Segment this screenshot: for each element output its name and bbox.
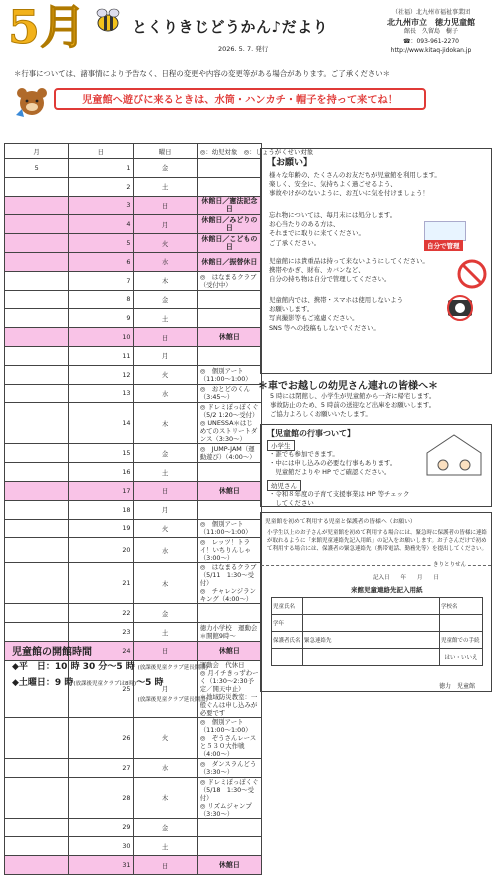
- calendar-month: [5, 538, 69, 563]
- calendar-day: 18: [69, 500, 133, 519]
- events-preschool-body: ・令和８年度の子育て支援事業は HP 等チェック してください: [269, 490, 410, 508]
- form-instructions: 小学生以上のお子さんが児童館を初めて利用する場合には、緊急時に保護者の皆様に連絡が取れるように「来館児童連絡先記入用紙」の記入をお願いします。お子さんだけで初めて利用する場合には、保護者の緊急連絡先（携帯電話、勤務先等）を提出してください。: [267, 530, 488, 552]
- self-manage-badge: 自分で管理: [424, 240, 463, 251]
- calendar-row: [5, 538, 262, 563]
- calendar-row: [5, 777, 262, 818]
- form-emergency-input[interactable]: [303, 649, 440, 666]
- request-para-4: 児童館内では、携帯・スマホは使用しないよう お願いします。 写真撮影等もご遠慮ください。 SNS 等への投稿もしないでください。: [269, 296, 404, 332]
- form-label-emergency: 緊急連絡先: [303, 632, 440, 649]
- calendar-weekday: 月: [133, 500, 197, 519]
- calendar-weekday: 火: [133, 717, 197, 758]
- calendar-event: ◎ JUMP-JAM（運動遊び）（4:00～）: [197, 444, 261, 463]
- form-label-guardian: 保護者氏名: [272, 632, 303, 649]
- calendar-weekday: 木: [133, 271, 197, 290]
- form-child-input[interactable]: [303, 598, 440, 615]
- calendar-day: 20: [69, 538, 133, 563]
- org-phone: ☎：093-961-2270: [403, 37, 459, 45]
- calendar-row: [5, 403, 262, 444]
- calendar-weekday: 金: [133, 604, 197, 623]
- hours-title: 児童館の開館時間: [12, 647, 92, 658]
- calendar-month: [5, 758, 69, 777]
- calendar-event: [197, 500, 261, 519]
- bee-icon: [92, 6, 124, 34]
- calendar-day: 28: [69, 777, 133, 818]
- calendar-row: [5, 758, 262, 777]
- form-date: 記入日 年 月 日: [373, 575, 440, 581]
- cut-line-label: きりとりせん: [433, 562, 467, 568]
- calendar-event: 休館日: [197, 481, 261, 500]
- org-url[interactable]: http://www.kitaq-jidokan.jp: [390, 47, 472, 54]
- calendar-event: 休館日: [197, 856, 261, 875]
- calendar-month: [5, 403, 69, 444]
- org-name: 北九州市立 徳力児童館: [387, 17, 475, 27]
- calendar-month: [5, 777, 69, 818]
- calendar-weekday: 月: [133, 215, 197, 234]
- calendar-day: 24: [69, 641, 133, 660]
- calendar-event: 休館日／振替休日: [197, 252, 261, 271]
- form-title: 児童館を初めて利用する児童と保護者の皆様へ（お願い）: [265, 519, 416, 525]
- calendar-day: 13: [69, 384, 133, 403]
- calendar-day: 8: [69, 290, 133, 309]
- calendar-day: 3: [69, 196, 133, 215]
- calendar-row: [5, 384, 262, 403]
- calendar-day: 30: [69, 837, 133, 856]
- form-label-grade: 学年: [272, 615, 303, 632]
- calendar-row: [5, 215, 262, 234]
- calendar-day: 16: [69, 463, 133, 482]
- calendar-day: 7: [69, 271, 133, 290]
- request-box: [260, 148, 492, 374]
- events-elementary-label: 小学生: [267, 440, 295, 451]
- header-month: 月: [5, 144, 69, 159]
- request-para-1: 様々な年齢の、たくさんのお友だちが児童館を利用します。 楽しく、安全に、気持ちよく過ごせるよう、 事故やけがのないように、お互いに気を付けましょう！: [269, 171, 441, 198]
- calendar-row: [5, 563, 262, 604]
- hours-weekday-note: (放課後児童クラブ延長開設): [137, 665, 208, 671]
- events-elementary-body: ・誰でも参加できます。 ・中には申し込みの必要な行事もあります。 児童館だよりや HP でご確認ください。: [269, 450, 397, 477]
- calendar-weekday: 日: [133, 641, 197, 660]
- calendar-weekday: 土: [133, 463, 197, 482]
- calendar-day: 2: [69, 177, 133, 196]
- calendar-day: 6: [69, 252, 133, 271]
- header-legend: ◎：幼児対象 ◎：しょうがくせい対象: [197, 144, 261, 159]
- calendar-month: [5, 818, 69, 837]
- calendar-weekday: 土: [133, 177, 197, 196]
- calendar-event: ◎ おとどのくん（3:45～）: [197, 384, 261, 403]
- calendar-event: ◎ 個別アート（11:00～1:00）: [197, 365, 261, 384]
- calendar-row: [5, 717, 262, 758]
- request-title: 【お願い】: [267, 158, 313, 168]
- parking-notice-title: ＊車でお越しの幼児さん連れの皆様へ＊: [258, 381, 438, 392]
- calendar-event: 休館日: [197, 328, 261, 347]
- calendar-weekday: 月: [133, 660, 197, 717]
- calendar-month: [5, 444, 69, 463]
- calendar-month: [5, 500, 69, 519]
- camera-icon: [446, 294, 474, 318]
- calendar-row: [5, 623, 262, 642]
- parking-notice-body: 5 時には閉館し、小学生が児童館から一斉に帰宅します。 事故防止のため、5 時前の送迎など出庫をお願いします。 ご協力よろしくお願いいたします。: [270, 392, 436, 419]
- calendar-weekday: 土: [133, 623, 197, 642]
- calendar-day: 22: [69, 604, 133, 623]
- calendar-event: ◎ はなまるクラブ（5/11 1:30～受付） ◎ チャレンジランキング（4:00～）: [197, 563, 261, 604]
- calendar-month: [5, 463, 69, 482]
- calendar-month: [5, 837, 69, 856]
- calendar-row: [5, 271, 262, 290]
- calendar-weekday: 金: [133, 444, 197, 463]
- calendar-day: 4: [69, 215, 133, 234]
- calendar-weekday: 金: [133, 290, 197, 309]
- calendar-event: 休館日: [197, 641, 261, 660]
- calendar-day: 29: [69, 818, 133, 837]
- calendar-month: [5, 290, 69, 309]
- calendar-day: 26: [69, 717, 133, 758]
- calendar-event: ◎ レッツ！トライ！いちりんしゃ（3:00～）: [197, 538, 261, 563]
- calendar-day: 31: [69, 856, 133, 875]
- calendar-event: ◎ ドレミぽっぽくぐ（5/2 1:20～受付） ◎ UNESSA＊はじめてのストリートダンス（3:30～）: [197, 403, 261, 444]
- hours-saturday-end: ～5 時: [136, 678, 164, 688]
- schedule-notice: ＊行事については、諸事情により予告なく、日程の変更や内容の変更等がある場合があります。ご了承ください＊: [14, 69, 391, 78]
- calendar-weekday: 水: [133, 384, 197, 403]
- calendar-row: [5, 196, 262, 215]
- hours-weekday: ◆平 日：10 時 30 分～5 時: [12, 662, 135, 672]
- calendar-row: [5, 309, 262, 328]
- calendar-event: [197, 837, 261, 856]
- calendar-weekday: 日: [133, 481, 197, 500]
- calendar-row: [5, 856, 262, 875]
- calendar-month: [5, 309, 69, 328]
- calendar-weekday: 木: [133, 403, 197, 444]
- calendar-weekday: 木: [133, 777, 197, 818]
- calendar-row: [5, 444, 262, 463]
- calendar-day: 27: [69, 758, 133, 777]
- calendar-month: [5, 252, 69, 271]
- form-label-child: 児童氏名: [272, 598, 303, 615]
- events-title: 【児童館の行事ついて】: [267, 429, 355, 438]
- calendar-month: [5, 623, 69, 642]
- calendar-row: [5, 252, 262, 271]
- calendar-month: [5, 604, 69, 623]
- calendar-month: [5, 215, 69, 234]
- bear-icon: [10, 85, 54, 121]
- calendar-day: 23: [69, 623, 133, 642]
- calendar-weekday: 火: [133, 519, 197, 538]
- children-illustration: [421, 431, 487, 477]
- no-sns-icon: [457, 259, 487, 289]
- newsletter-title: とくりきじどうかん♪だより: [132, 18, 329, 36]
- registration-form: [260, 512, 492, 692]
- calendar-weekday: 金: [133, 159, 197, 178]
- events-box: [260, 424, 492, 507]
- calendar-month: [5, 177, 69, 196]
- calendar-event: [197, 309, 261, 328]
- opening-hours: [12, 645, 208, 708]
- org-line: 館長 久留島 樹子: [403, 28, 458, 35]
- hours-saturday-note: (放課後児童クラブ延長開設): [137, 697, 208, 703]
- calendar-month: [5, 856, 69, 875]
- calendar-row: [5, 234, 262, 253]
- calendar-weekday: 日: [133, 328, 197, 347]
- calendar-weekday: 水: [133, 758, 197, 777]
- form-table: [271, 597, 483, 666]
- calendar-day: 5: [69, 234, 133, 253]
- calendar-event: ◎ はなまるクラブ（受付中）: [197, 271, 261, 290]
- calendar-row: [5, 365, 262, 384]
- calendar-event: 休館日／こどもの日: [197, 234, 261, 253]
- issue-date: 2026. 5. 7. 発行: [218, 45, 269, 53]
- form-yes-no[interactable]: はい・いいえ: [440, 649, 483, 666]
- month-heading: 5月: [8, 0, 87, 54]
- calendar-row: [5, 290, 262, 309]
- org-line: （社福）北九州市福祉事業団: [391, 9, 470, 16]
- calendar-row: [5, 463, 262, 482]
- calendar-row: [5, 818, 262, 837]
- calendar-day: 19: [69, 519, 133, 538]
- calendar-weekday: 水: [133, 538, 197, 563]
- form-footer: 徳力 児童館: [439, 683, 476, 690]
- calendar-month: [5, 481, 69, 500]
- calendar-event: ◎ ダンスラんどう（3:30～）: [197, 758, 261, 777]
- calendar-weekday: 月: [133, 346, 197, 365]
- calendar-weekday: 土: [133, 837, 197, 856]
- reminder-banner: 児童館へ遊びに来るときは、水筒・ハンカチ・帽子を持って来てね！: [54, 88, 426, 110]
- calendar-event: 徳力小学校 運動会＊開館9時～: [197, 623, 261, 642]
- calendar-row: [5, 177, 262, 196]
- calendar-weekday: 水: [133, 252, 197, 271]
- calendar-month: [5, 384, 69, 403]
- calendar-day: 25: [69, 660, 133, 717]
- lost-items-illustration: [424, 221, 466, 241]
- calendar-day: 15: [69, 444, 133, 463]
- calendar-day: 1: [69, 159, 133, 178]
- calendar-event: 運動会 代休日 ◎ 月イチきっずわーく（1:30～2:30予定／開天中止） ＊地域防災教室：一般ぐんは申し込みが必要です: [197, 660, 261, 717]
- calendar-month: [5, 346, 69, 365]
- calendar-event: [197, 604, 261, 623]
- calendar-weekday: 日: [133, 856, 197, 875]
- form-label-procedure: 児童館での手続: [440, 632, 483, 649]
- calendar-row: [5, 159, 262, 178]
- calendar-month: [5, 196, 69, 215]
- calendar-month: 5: [5, 159, 69, 178]
- calendar-row: [5, 346, 262, 365]
- calendar-row: [5, 519, 262, 538]
- calendar-event: 休館日／憲法記念日: [197, 196, 261, 215]
- calendar-event: [197, 290, 261, 309]
- calendar-day: 12: [69, 365, 133, 384]
- calendar-month: [5, 519, 69, 538]
- calendar-weekday: 金: [133, 818, 197, 837]
- calendar-day: 10: [69, 328, 133, 347]
- request-para-2: 忘れ物については、毎月末には処分します。 お心当たりのある方は、 それまでに取りに来てください。 ご了承ください。: [269, 211, 397, 247]
- header-day: 日: [69, 144, 133, 159]
- calendar-event: 休館日／みどりの日: [197, 215, 261, 234]
- calendar-day: 9: [69, 309, 133, 328]
- calendar-header-row: [5, 144, 262, 159]
- calendar-row: [5, 481, 262, 500]
- calendar-weekday: 日: [133, 196, 197, 215]
- calendar-event: [197, 463, 261, 482]
- calendar-month: [5, 328, 69, 347]
- calendar-day: 17: [69, 481, 133, 500]
- header-weekday: 曜日: [133, 144, 197, 159]
- calendar-event: ◎ ドレミぽっぽくぐ（5/18 1:30～受付） ◎ リズムジャンプ（3:30～）: [197, 777, 261, 818]
- calendar-event: ◎ 個別アート（11:00～1:00） ◎ ぞうさんレースと５３０大作戦（4:00～）: [197, 717, 261, 758]
- events-preschool-label: 幼児さん: [267, 480, 301, 491]
- calendar-row: [5, 500, 262, 519]
- calendar-month: [5, 365, 69, 384]
- calendar-month: [5, 717, 69, 758]
- form-sheet-title: 来館児童連絡先記入用紙: [351, 586, 423, 594]
- request-para-3: 児童館には貴重品は持って来ないようにしてください。 携帯やかぎ、財布、カバンなど、 自分の持ち物は自分で管理してください。: [269, 257, 429, 284]
- hours-saturday-mid: (放課後児童クラブは8時): [73, 681, 137, 687]
- calendar-row: [5, 837, 262, 856]
- calendar-day: 21: [69, 563, 133, 604]
- calendar-event: [197, 177, 261, 196]
- calendar-weekday: 土: [133, 309, 197, 328]
- calendar-event: [197, 159, 261, 178]
- calendar-row: [5, 604, 262, 623]
- hours-saturday: ◆土曜日：9 時: [12, 678, 74, 688]
- calendar-day: 14: [69, 403, 133, 444]
- calendar-day: 11: [69, 346, 133, 365]
- calendar-weekday: 木: [133, 563, 197, 604]
- calendar-month: [5, 234, 69, 253]
- calendar-weekday: 火: [133, 234, 197, 253]
- calendar-event: [197, 346, 261, 365]
- calendar-month: [5, 563, 69, 604]
- form-label-school: 学校名: [440, 598, 483, 615]
- calendar-weekday: 火: [133, 365, 197, 384]
- calendar-row: [5, 328, 262, 347]
- calendar-event: [197, 818, 261, 837]
- form-grade-input[interactable]: [303, 615, 440, 632]
- calendar-event: ◎ 個別アート（11:00～1:00）: [197, 519, 261, 538]
- calendar-month: [5, 271, 69, 290]
- org-info: [372, 8, 490, 56]
